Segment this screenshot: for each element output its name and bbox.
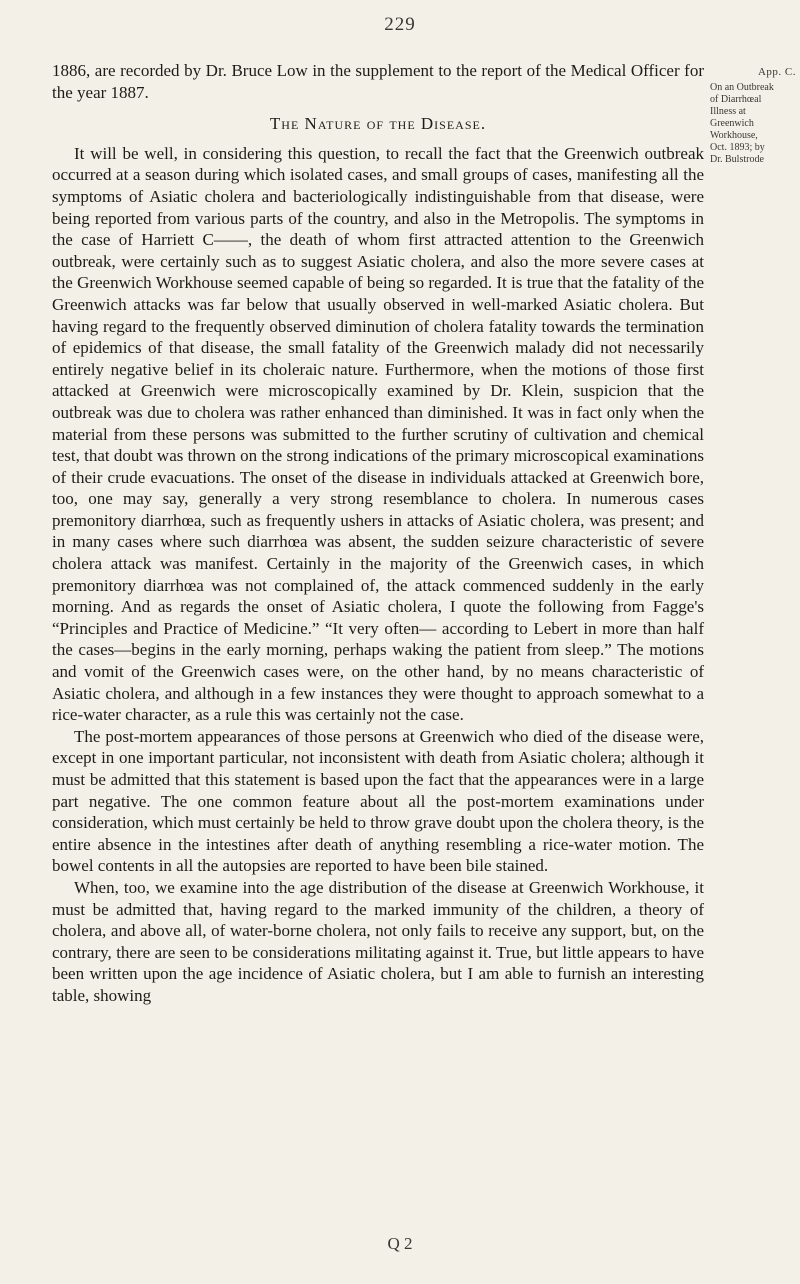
intro-paragraph: 1886, are recorded by Dr. Bruce Low in the supplement to the report of the Medical Officer for the year 1887. (52, 61, 704, 102)
signature-mark: Q 2 (387, 1234, 413, 1253)
margin-note-line: Workhouse, (710, 130, 758, 141)
document-body (52, 60, 704, 1007)
margin-note-line: On an Outbreak (710, 82, 774, 93)
body-paragraph: It will be well, in considering this question, to recall the fact that the Greenwich outbreak occurred at a season during which isolated cases, and small groups of cases, manifesting all the symptoms of Asiatic cholera and bacteriologically indistinguishable from that disease, were being reported from various parts of the country, and also in the Metropolis. The symptoms in the case of Harriett C——, the death of whom first attracted attention to the Greenwich outbreak, were certainly such as to suggest Asiatic cholera, and also the more severe cases at the Greenwich Workhouse seemed capable of being so regarded. It is true that the fatality of the Greenwich attacks was far below that usually observed in well-marked Asiatic cholera. But having regard to the frequently observed diminution of cholera fatality towards the termination of epidemics of that disease, the small fatality of the Greenwich malady did not necessarily entirely negative belief in its choleraic nature. Furthermore, when the motions of those first attacked at Greenwich were microscopically examined by Dr. Klein, suspicion that the outbreak was due to cholera was rather enhanced than diminished. It was in fact only when the material from these persons was submitted to the further scrutiny of cultivation and chemical test, that doubt was thrown on the strong indications of the primary microscopical examinations of their crude evacuations. The onset of the disease in individuals attacked at Greenwich bore, too, one may say, generally a very strong resemblance to cholera. In numerous cases premonitory diarrhœa, such as frequently ushers in attacks of Asiatic cholera, was present; and in many cases where such diarrhœa was absent, the sudden seizure characteristic of severe cholera attack was manifest. Certainly in the majority of the Greenwich cases, in which premonitory diarrhœa was not complained of, the attack commenced suddenly in the early morning. And as regards the onset of Asiatic cholera, I quote the following from Fagge's “Principles and Practice of Medicine.” “It very often— according to Lebert in more than half the cases—begins in the early morning, perhaps waking the patient from sleep.” The motions and vomit of the Greenwich cases were, on the other hand, by no means characteristic of Asiatic cholera, and although in a few instances they were thought to approach somewhat to a rice-water character, as a rule this was certainly not the case. (52, 143, 704, 725)
margin-note-line: Illness at (710, 106, 746, 117)
body-paragraph: The post-mortem appearances of those persons at Greenwich who died of the disease were, except in one important particular, not inconsistent with death from Asiatic cholera; although it must be admitted that this statement is based upon the fact that the appearances were in a large part negative. The one common feature about all the post-mortem examinations under consideration, which must certainly be held to throw grave doubt upon the cholera theory, is the entire absence in the intestines after death of anything resembling a rice-water motion. The bowel contents in all the autopsies are reported to have been bile stained. (52, 726, 704, 876)
margin-note-line: Greenwich (710, 118, 754, 129)
page-number: 229 (384, 14, 416, 35)
margin-note-line: Dr. Bulstrode (710, 154, 764, 165)
margin-note-line: Oct. 1893; by (710, 142, 765, 153)
body-paragraph: When, too, we examine into the age distribution of the disease at Greenwich Workhouse, it must be admitted that, having regard to the marked immunity of the children, a theory of cholera, and above all, of water-borne cholera, not only fails to receive any support, but, on the contrary, there are seen to be considerations militating against it. True, but little appears to have been written upon the age incidence of Asiatic cholera, but I am able to furnish an interesting table, showing (52, 877, 704, 1005)
margin-note-line: of Diarrhœal (710, 94, 762, 105)
section-heading: The Nature of the Disease. (269, 114, 487, 134)
appendix-reference: App. C. (757, 66, 796, 78)
margin-note (710, 66, 796, 166)
